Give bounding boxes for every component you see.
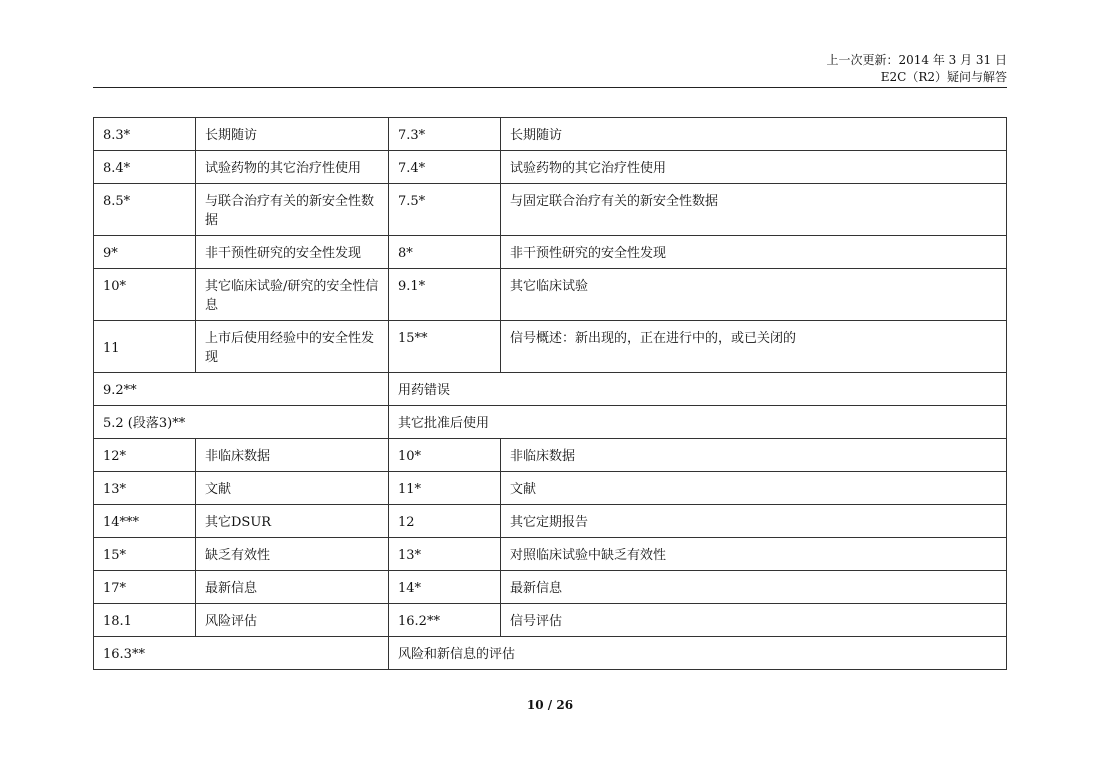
table-cell: 文献	[501, 472, 1007, 505]
table-cell: 9*	[94, 236, 196, 269]
table-cell: 用药错误	[389, 373, 1007, 406]
table-cell: 风险评估	[196, 604, 389, 637]
table-cell: 非临床数据	[196, 439, 389, 472]
table-cell: 8.5*	[94, 184, 196, 236]
table-cell: 非干预性研究的安全性发现	[501, 236, 1007, 269]
table-row	[94, 236, 1007, 269]
table-cell: 试验药物的其它治疗性使用	[501, 151, 1007, 184]
table-row	[94, 637, 1007, 670]
table-cell: 8.4*	[94, 151, 196, 184]
table-row	[94, 118, 1007, 151]
table-cell: 上市后使用经验中的安全性发现	[196, 321, 389, 373]
table-cell: 信号概述：新出现的，正在进行中的，或已关闭的	[501, 321, 1007, 373]
table-cell: 15*	[94, 538, 196, 571]
table-row	[94, 472, 1007, 505]
table-cell: 9.1*	[389, 269, 501, 321]
table-cell: 12*	[94, 439, 196, 472]
table-row	[94, 184, 1007, 236]
section-mapping-table	[93, 117, 1007, 670]
table-cell: 11	[94, 321, 196, 373]
table-row	[94, 604, 1007, 637]
table-cell: 试验药物的其它治疗性使用	[196, 151, 389, 184]
table-cell: 其它临床试验/研究的安全性信息	[196, 269, 389, 321]
table-cell: 文献	[196, 472, 389, 505]
table-row	[94, 538, 1007, 571]
page-number: 10 / 26	[526, 698, 574, 712]
table-row	[94, 505, 1007, 538]
table-cell: 其它批准后使用	[389, 406, 1007, 439]
table-row	[94, 373, 1007, 406]
table-row	[94, 571, 1007, 604]
document-title: E2C（R2）疑问与解答	[880, 70, 1007, 84]
table-cell: 长期随访	[501, 118, 1007, 151]
table-cell: 8*	[389, 236, 501, 269]
table-row	[94, 269, 1007, 321]
table-cell: 7.3*	[389, 118, 501, 151]
table-cell: 10*	[94, 269, 196, 321]
table-cell: 14*	[389, 571, 501, 604]
table-row	[94, 439, 1007, 472]
table-cell: 8.3*	[94, 118, 196, 151]
table-cell: 其它临床试验	[501, 269, 1007, 321]
table-cell: 11*	[389, 472, 501, 505]
table-cell: 与固定联合治疗有关的新安全性数据	[501, 184, 1007, 236]
table-cell: 最新信息	[501, 571, 1007, 604]
table-cell: 7.4*	[389, 151, 501, 184]
table-cell: 对照临床试验中缺乏有效性	[501, 538, 1007, 571]
table-cell: 16.2**	[389, 604, 501, 637]
table-cell: 长期随访	[196, 118, 389, 151]
table-cell: 12	[389, 505, 501, 538]
table-cell: 7.5*	[389, 184, 501, 236]
table-cell: 17*	[94, 571, 196, 604]
table-cell: 13*	[389, 538, 501, 571]
table-cell: 13*	[94, 472, 196, 505]
table-cell: 信号评估	[501, 604, 1007, 637]
table-cell: 其它DSUR	[196, 505, 389, 538]
table-row	[94, 321, 1007, 373]
table-cell: 非临床数据	[501, 439, 1007, 472]
table-row	[94, 151, 1007, 184]
table-cell: 缺乏有效性	[196, 538, 389, 571]
table-cell: 14***	[94, 505, 196, 538]
last-updated: 上一次更新：2014 年 3 月 31 日	[826, 53, 1007, 67]
table-cell: 最新信息	[196, 571, 389, 604]
table-cell: 18.1	[94, 604, 196, 637]
table-row	[94, 406, 1007, 439]
table-cell: 其它定期报告	[501, 505, 1007, 538]
header-divider	[93, 87, 1007, 88]
table-cell: 16.3**	[94, 637, 389, 670]
table-cell: 与联合治疗有关的新安全性数据	[196, 184, 389, 236]
table-cell: 5.2 (段落3)**	[94, 406, 389, 439]
table-cell: 非干预性研究的安全性发现	[196, 236, 389, 269]
table-cell: 15**	[389, 321, 501, 373]
table-cell: 风险和新信息的评估	[389, 637, 1007, 670]
table-cell: 9.2**	[94, 373, 389, 406]
table-cell: 10*	[389, 439, 501, 472]
running-header	[826, 52, 1007, 86]
